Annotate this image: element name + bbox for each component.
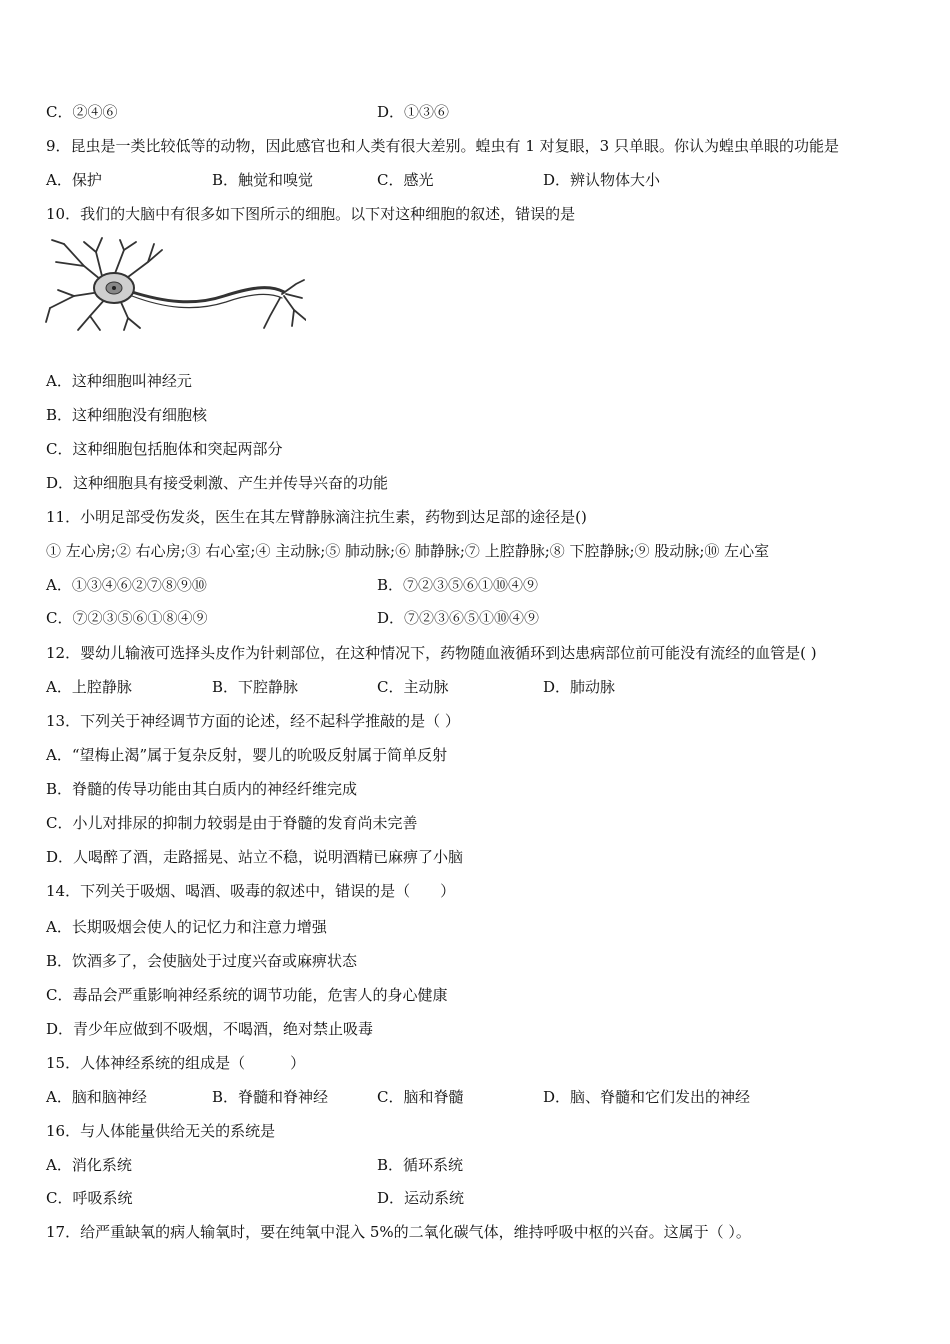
q10-option-b: B．这种细胞没有细胞核	[46, 406, 208, 424]
q9-stem: 9．昆虫是一类比较低等的动物，因此感官也和人类有很大差别。蝗虫有 1 对复眼，3 只单眼。你认为蝗虫单眼的功能是	[46, 137, 839, 155]
q15-option-d: D．脑、脊髓和它们发出的神经	[543, 1088, 751, 1106]
q13-option-b: B．脊髓的传导功能由其白质内的神经纤维完成	[46, 780, 358, 798]
q14-option-d: D．青少年应做到不吸烟，不喝酒，绝对禁止吸毒	[46, 1020, 374, 1038]
q8-option-c: C．②④⑥	[46, 103, 118, 121]
q16-option-b: B．循环系统	[377, 1156, 464, 1174]
neuron-figure	[44, 236, 306, 332]
dendrite	[46, 308, 50, 322]
q12-option-b: B．下腔静脉	[212, 678, 299, 696]
q10-stem: 10．我们的大脑中有很多如下图所示的细胞。以下对这种细胞的叙述，错误的是	[46, 205, 576, 223]
q14-option-b: B．饮酒多了，会使脑处于过度兴奋或麻痹状态	[46, 952, 358, 970]
q9-option-b: B．触觉和嗅觉	[212, 171, 314, 189]
q13-option-a: A．“望梅止渴”属于复杂反射，婴儿的吮吸反射属于简单反射	[46, 746, 448, 764]
q13-option-d: D．人喝醉了酒，走路摇晃、站立不稳，说明酒精已麻痹了小脑	[46, 848, 464, 866]
q15-option-b: B．脊髓和脊神经	[212, 1088, 329, 1106]
q16-option-a: A．消化系统	[46, 1156, 132, 1174]
q11-option-a: A．①③④⑥②⑦⑧⑨⑩	[46, 576, 207, 594]
dendrite	[114, 240, 124, 276]
dendrite	[58, 290, 74, 296]
q9-option-d: D．辨认物体大小	[543, 171, 661, 189]
dendrite	[120, 300, 128, 330]
dendrite	[128, 318, 140, 328]
q15-option-a: A．脑和脑神经	[46, 1088, 147, 1106]
q16-stem: 16．与人体能量供给无关的系统是	[46, 1122, 276, 1140]
q9-option-c: C．感光	[377, 171, 434, 189]
dendrite	[96, 238, 102, 276]
dendrite	[52, 240, 64, 244]
q10-option-a: A．这种细胞叫神经元	[46, 372, 192, 390]
q11-items: ① 左心房;② 右心房;③ 右心室;④ 主动脉;⑤ 肺动脉;⑥ 肺静脉;⑦ 上腔静脉;⑧ 下腔静脉;⑨ 股动脉;⑩ 左心室	[46, 542, 770, 560]
dendrite	[124, 242, 136, 250]
q11-option-c: C．⑦②③⑤⑥①⑧④⑨	[46, 609, 208, 627]
q13-option-c: C．小儿对排尿的抑制力较弱是由于脊髓的发育尚未完善	[46, 814, 418, 832]
q14-stem: 14．下列关于吸烟、喝酒、吸毒的叙述中，错误的是（ ）	[46, 882, 456, 900]
q16-option-d: D．运动系统	[377, 1189, 465, 1207]
q15-stem: 15．人体神经系统的组成是（ ）	[46, 1054, 306, 1072]
q10-option-c: C．这种细胞包括胞体和突起两部分	[46, 440, 283, 458]
q11-option-d: D．⑦②③⑥⑤①⑩④⑨	[377, 609, 540, 627]
q14-option-c: C．毒品会严重影响神经系统的调节功能，危害人的身心健康	[46, 986, 448, 1004]
q15-option-c: C．脑和脊髓	[377, 1088, 464, 1106]
q9-option-a: A．保护	[46, 171, 102, 189]
q8-option-d: D．①③⑥	[377, 103, 450, 121]
q12-stem: 12．婴幼儿输液可选择头皮作为针刺部位，在这种情况下，药物随血液循环到达患病部位前可能没有流经的血管是( )	[46, 644, 817, 662]
q12-option-a: A．上腔静脉	[46, 678, 132, 696]
q12-option-d: D．肺动脉	[543, 678, 616, 696]
q12-option-c: C．主动脉	[377, 678, 449, 696]
dendrite	[124, 250, 162, 280]
q10-option-d: D．这种细胞具有接受刺激、产生并传导兴奋的功能	[46, 474, 389, 492]
axon-terminal	[282, 280, 304, 294]
dendrite	[90, 316, 100, 330]
q13-stem: 13．下列关于神经调节方面的论述，经不起科学推敲的是（ ）	[46, 712, 460, 730]
axon-terminal	[286, 294, 302, 298]
q17-stem: 17．给严重缺氧的病人输氧时，要在纯氧中混入 5%的二氧化碳气体，维持呼吸中枢的兴奋。这属于（ ）。	[46, 1223, 751, 1241]
dendrite	[84, 242, 96, 252]
dendrite	[78, 298, 106, 330]
axon-terminal	[294, 310, 306, 320]
dendrite	[50, 292, 100, 308]
axon-terminal	[264, 298, 280, 328]
q16-option-c: C．呼吸系统	[46, 1189, 133, 1207]
q14-option-a: A．长期吸烟会使人的记忆力和注意力增强	[46, 918, 327, 936]
q11-option-b: B．⑦②③⑤⑥①⑩④⑨	[377, 576, 539, 594]
axon-terminal	[284, 296, 294, 326]
q11-stem: 11．小明足部受伤发炎，医生在其左臂静脉滴注抗生素，药物到达足部的途径是()	[46, 508, 587, 526]
